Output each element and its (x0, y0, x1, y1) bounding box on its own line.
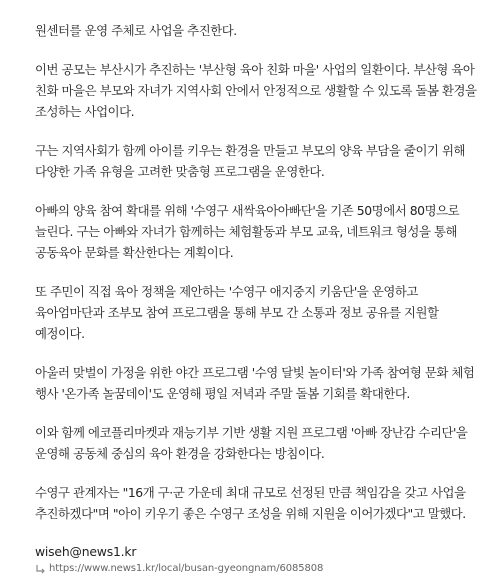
article-paragraph-1: 원센터를 운영 주체로 사업을 추진한다. (35, 23, 237, 38)
article-paragraph-6: 아울러 맞벌이 가정을 위한 야간 프로그램 '수영 달빛 놀이터'와 가족 참여형 문화 체험 행사 '온가족 놀꿈데이'도 운영해 평일 저녁과 주말 돌봄 기회를 확대한다. (35, 365, 475, 401)
article-paragraph-7: 이와 함께 에코플리마켓과 재능기부 기반 생활 지원 프로그램 '아빠 장난감 수리단'을 운영해 공동체 중심의 육아 환경을 강화한다는 방침이다. (35, 425, 468, 461)
article-paragraph-4: 아빠의 양육 참여 확대를 위해 '수영구 새싹육아아빠단'을 기존 50명에서 80명으로 늘린다. 구는 아빠와 자녀가 함께하는 체험활동과 부모 교육, 네트워크 형성을 통해 공동육아 문화를 확산한다는 계획이다. (35, 203, 460, 260)
article-paragraph-5: 또 주민이 직접 육아 정책을 제안하는 '수영구 애지중지 키움단'을 운영하고 육아엄마단과 조부모 참여 프로그램을 통해 부모 간 소통과 정보 공유를 지원할 예정이다. (35, 284, 439, 341)
article-paragraph-8: 수영구 관계자는 "16개 구·군 가운데 최대 규모로 선정된 만큼 책임감을 갖고 사업을 추진하겠다"며 "아이 키우기 좋은 수영구 조성을 위해 지원을 이어가겠다"고 말했다. (35, 485, 466, 521)
link-icon (35, 563, 47, 575)
article-paragraph-3: 구는 지역사회가 함께 아이를 키우는 환경을 만들고 부모의 양육 부담을 줄이기 위해 다양한 가족 유형을 고려한 맞춤형 프로그램을 운영한다. (35, 143, 466, 179)
article-body (35, 20, 480, 576)
article-paragraph-2: 이번 공모는 부산시가 추진하는 '부산형 육아 친화 마을' 사업의 일환이다. 부산형 육아 친화 마을은 부모와 자녀가 지역사회 안에서 안정적으로 생활할 수 있도록 돌봄 환경을 조성하는 사업이다. (35, 62, 477, 119)
source-link[interactable] (35, 562, 480, 576)
source-url[interactable]: https://www.news1.kr/local/busan-gyeongnam/6085808 (49, 563, 324, 574)
reporter-email[interactable]: wiseh@news1.kr (35, 544, 137, 559)
